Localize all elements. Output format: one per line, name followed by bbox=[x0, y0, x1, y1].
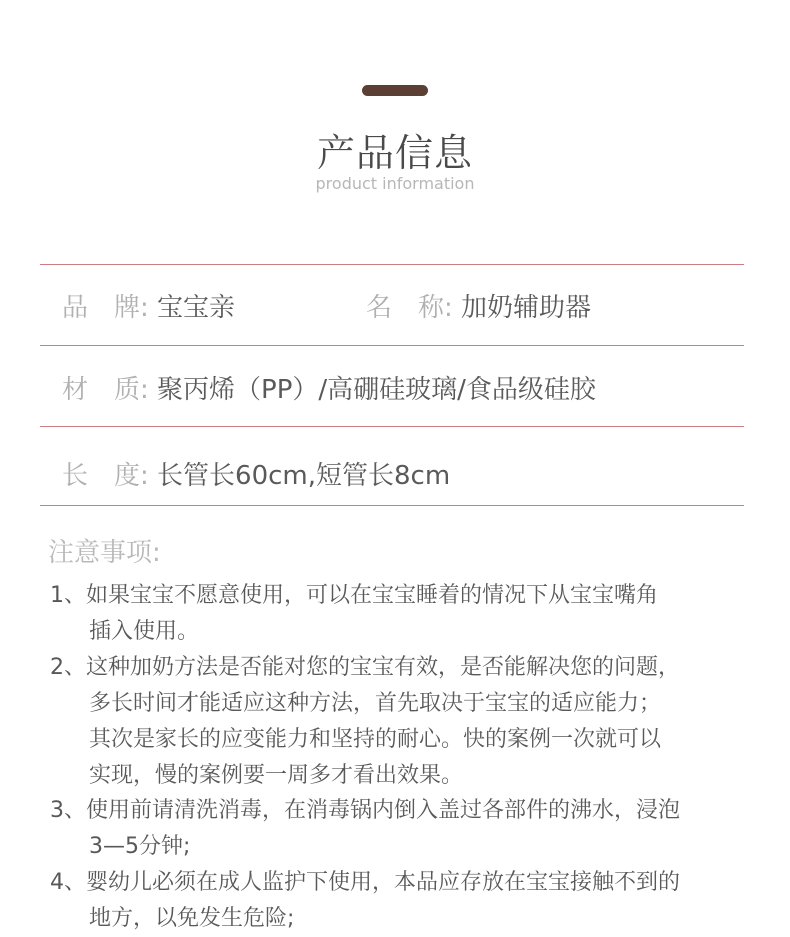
note-line: 插入使用。 bbox=[89, 619, 200, 644]
brand-row bbox=[62, 287, 235, 324]
decorative-bar bbox=[362, 85, 428, 96]
length-value: 长管长60cm,短管长8cm bbox=[157, 461, 451, 491]
brand-value: 宝宝亲 bbox=[157, 293, 236, 323]
note-line: 1、如果宝宝不愿意使用，可以在宝宝睡着的情况下从宝宝嘴角 bbox=[50, 583, 658, 608]
notes-title: 注意事项: bbox=[48, 538, 161, 568]
note-line: 地方，以免发生危险; bbox=[89, 906, 295, 931]
note-item bbox=[50, 578, 750, 650]
divider bbox=[40, 264, 744, 265]
note-item bbox=[50, 793, 750, 865]
note-line: 3—5分钟; bbox=[89, 834, 191, 859]
note-line: 实现，慢的案例要一周多才看出效果。 bbox=[89, 763, 464, 788]
note-item bbox=[50, 865, 750, 937]
length-label: 长 度: bbox=[62, 461, 149, 491]
note-line: 2、这种加奶方法是否能对您的宝宝有效，是否能解决您的问题， bbox=[50, 655, 680, 680]
note-item bbox=[50, 650, 750, 794]
page-title: 产品信息 bbox=[316, 131, 473, 175]
brand-label: 品 牌: bbox=[62, 293, 149, 323]
name-value: 加奶辅助器 bbox=[461, 293, 592, 323]
material-value: 聚丙烯（PP）/高硼硅玻璃/食品级硅胶 bbox=[157, 375, 596, 405]
divider bbox=[40, 345, 744, 346]
divider bbox=[40, 505, 744, 506]
name-label: 名 称: bbox=[366, 293, 453, 323]
material-label: 材 质: bbox=[62, 375, 149, 405]
note-line: 其次是家长的应变能力和坚持的耐心。快的案例一次就可以 bbox=[89, 727, 662, 752]
divider bbox=[40, 426, 744, 427]
note-line: 4、婴幼儿必须在成人监护下使用，本品应存放在宝宝接触不到的 bbox=[50, 870, 680, 895]
note-line: 3、使用前请清洗消毒，在消毒锅内倒入盖过各部件的沸水，浸泡 bbox=[50, 798, 680, 823]
page-subtitle: product information bbox=[315, 174, 475, 193]
length-row bbox=[62, 455, 450, 492]
note-line: 多长时间才能适应这种方法，首先取决于宝宝的适应能力； bbox=[89, 691, 662, 716]
name-row bbox=[366, 287, 591, 324]
material-row bbox=[62, 369, 596, 406]
